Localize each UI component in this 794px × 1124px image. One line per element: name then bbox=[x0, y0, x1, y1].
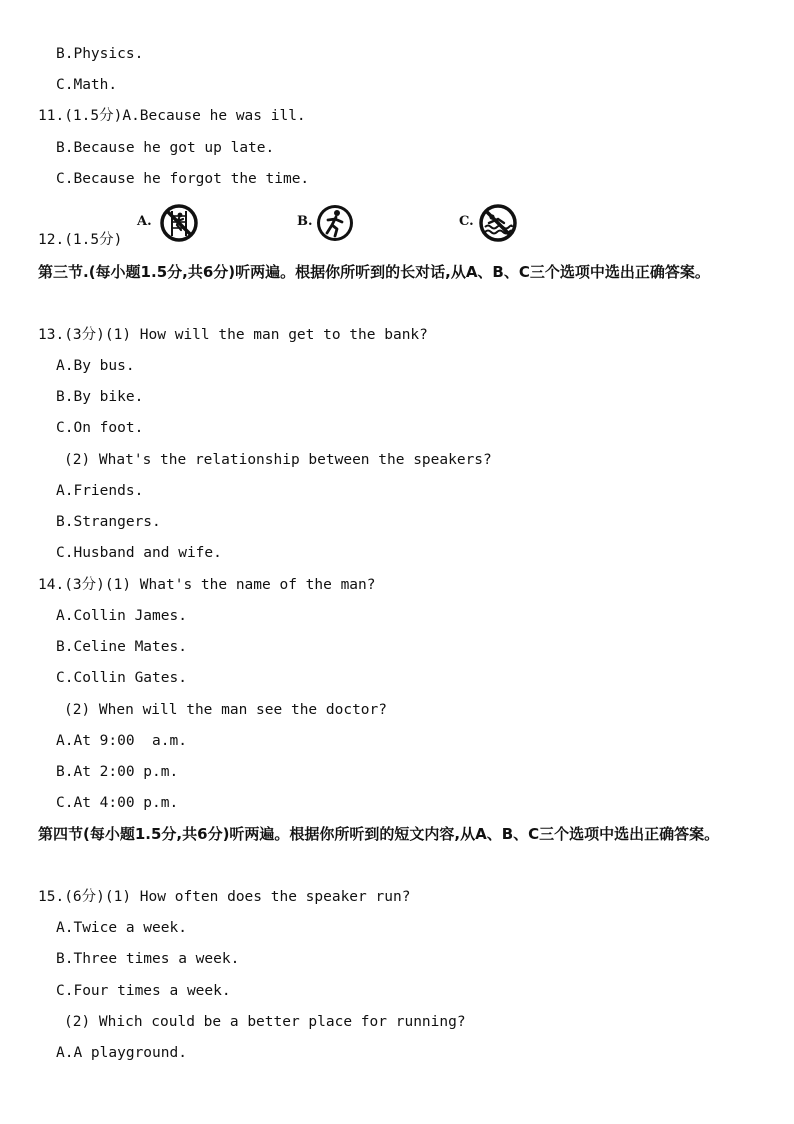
q11-option-b: B.Because he got up late. bbox=[56, 140, 275, 156]
q13-sub2-option-c: C.Husband and wife. bbox=[56, 545, 222, 561]
q15-option-a: A.Twice a week. bbox=[56, 920, 187, 936]
section-4-heading: 第四节(每小题1.5分,共6分)听两遍。根据你所听到的短文内容,从A、B、C三个选项中选出正确答案。 bbox=[38, 825, 720, 843]
q15-option-b: B.Three times a week. bbox=[56, 951, 240, 967]
q14-sub2-option-c: C.At 4:00 p.m. bbox=[56, 795, 179, 811]
q13-option-a: A.By bus. bbox=[56, 358, 135, 374]
q13-question: 13.(3分)(1) How will the man get to the bank? bbox=[38, 327, 428, 343]
q15-sub2-option-a: A.A playground. bbox=[56, 1045, 187, 1061]
q14-question: 14.(3分)(1) What's the name of the man? bbox=[38, 577, 376, 593]
q11-option-c: C.Because he forgot the time. bbox=[56, 171, 310, 187]
q14-sub2-option-b: B.At 2:00 p.m. bbox=[56, 764, 179, 780]
q15-question: 15.(6分)(1) How often does the speaker run? bbox=[38, 889, 411, 905]
running-person-sign-icon bbox=[315, 203, 355, 243]
q13-option-c: C.On foot. bbox=[56, 420, 144, 436]
no-swimming-sign-icon bbox=[478, 203, 518, 243]
q14-option-b: B.Celine Mates. bbox=[56, 639, 187, 655]
q11-question: 11.(1.5分)A.Because he was ill. bbox=[38, 108, 306, 124]
q13-sub2-option-a: A.Friends. bbox=[56, 483, 144, 499]
q15-sub2-question: (2) Which could be a better place for running? bbox=[64, 1014, 466, 1030]
q13-option-b: B.By bike. bbox=[56, 389, 144, 405]
no-climbing-sign-icon bbox=[159, 203, 199, 243]
q12-option-b-label: B. bbox=[297, 214, 313, 229]
q12-question: 12.(1.5分) bbox=[38, 232, 123, 248]
q10-option-c: C.Math. bbox=[56, 77, 118, 93]
q13-sub2-option-b: B.Strangers. bbox=[56, 514, 161, 530]
q14-sub2-option-a: A.At 9:00 a.m. bbox=[56, 733, 187, 749]
q15-option-c: C.Four times a week. bbox=[56, 983, 231, 999]
q14-sub2-question: (2) When will the man see the doctor? bbox=[64, 702, 388, 718]
q10-option-b: B.Physics. bbox=[56, 46, 144, 62]
q14-option-a: A.Collin James. bbox=[56, 608, 187, 624]
section-3-heading: 第三节.(每小题1.5分,共6分)听两遍。根据你所听到的长对话,从A、B、C三个选项中选出正确答案。 bbox=[38, 263, 710, 281]
q12-option-a-label: A. bbox=[137, 214, 152, 229]
q14-option-c: C.Collin Gates. bbox=[56, 670, 187, 686]
q12-option-c-label: C. bbox=[459, 214, 474, 229]
q13-sub2-question: (2) What's the relationship between the speakers? bbox=[64, 452, 492, 468]
